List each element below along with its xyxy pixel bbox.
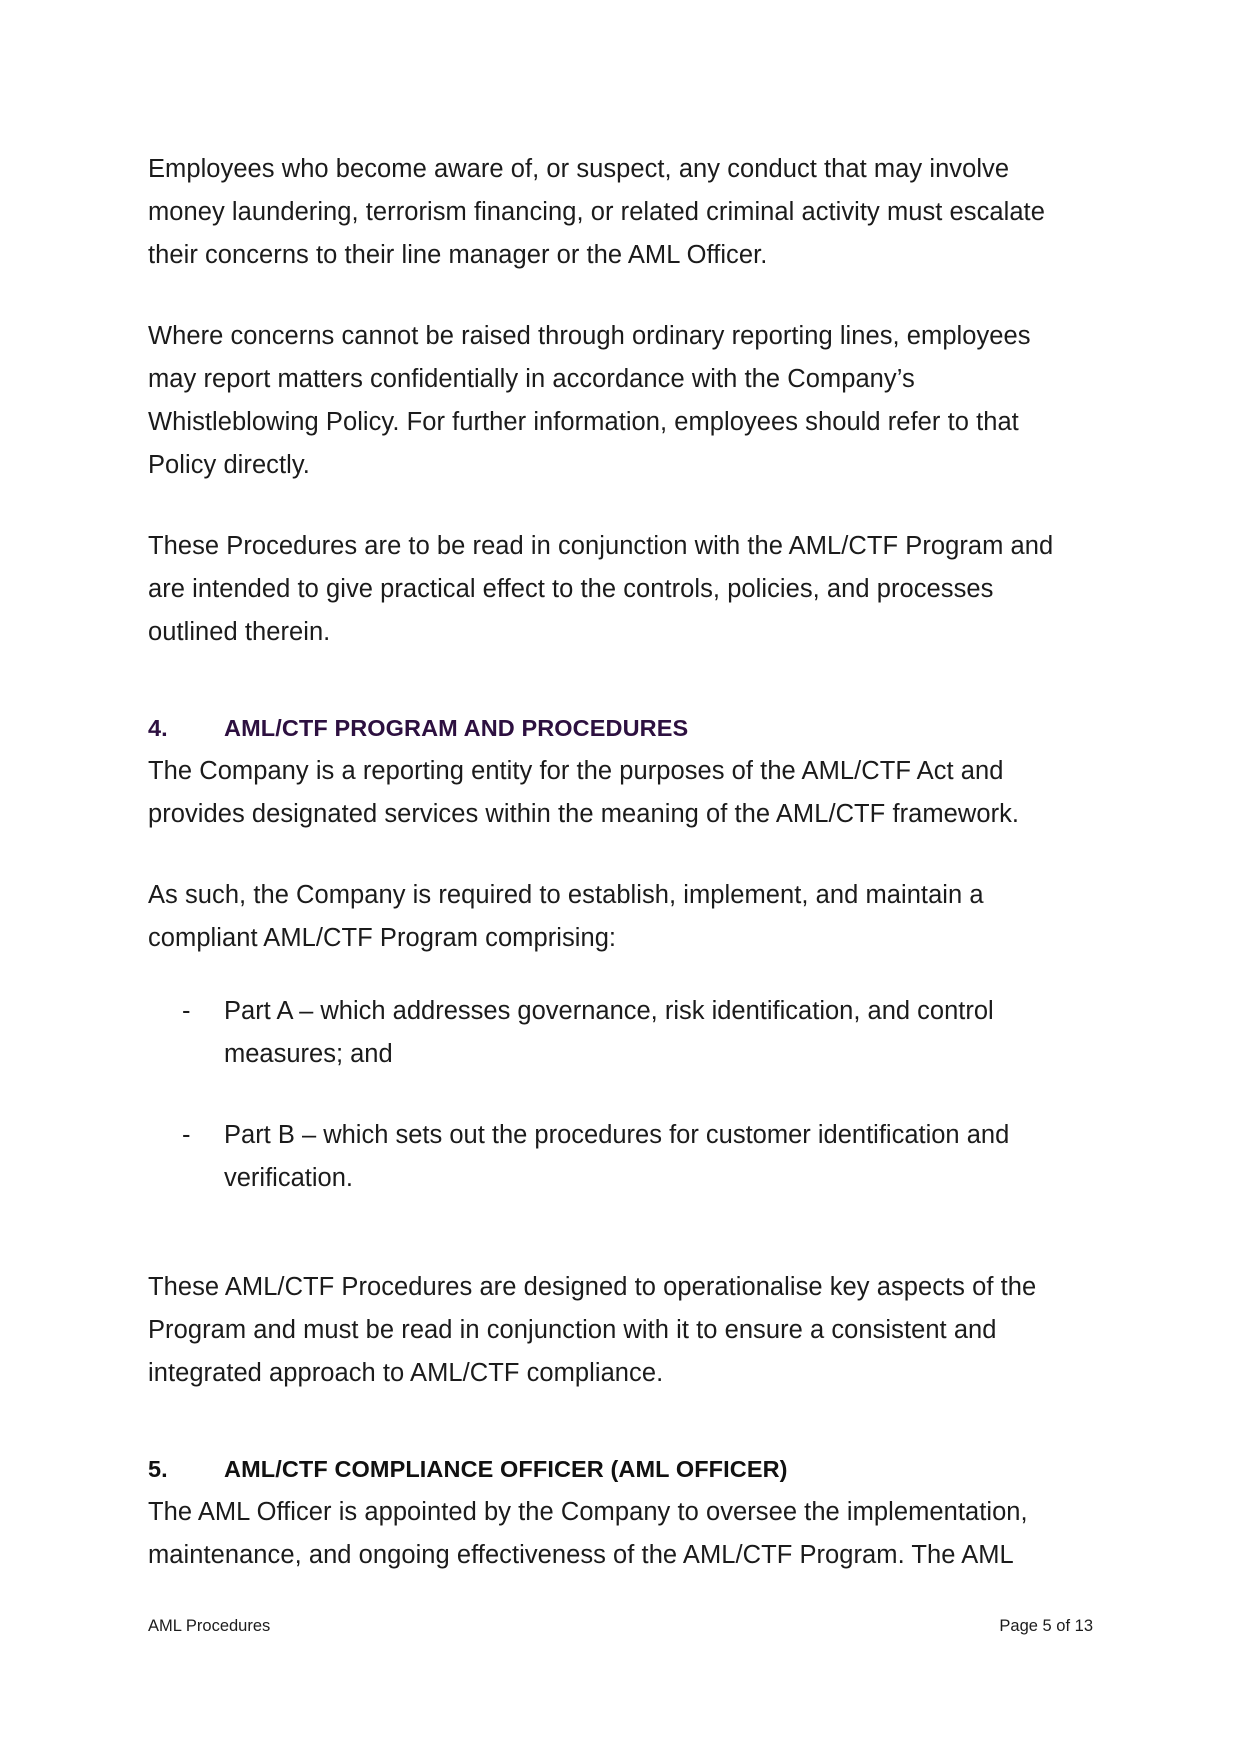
section-title-4: AML/CTF PROGRAM AND PROCEDURES xyxy=(224,715,689,741)
list-item xyxy=(148,990,1076,1076)
paragraph-reporting-entity: The Company is a reporting entity for the purposes of the AML/CTF Act and provides designated services within the meaning of the AML/CTF framework. xyxy=(148,757,1020,828)
footer-document-title: AML Procedures xyxy=(148,1617,271,1635)
footer-page-number: Page 5 of 13 xyxy=(999,1617,1093,1635)
list-spacer xyxy=(148,960,1076,990)
section-number-5: 5. xyxy=(148,1456,168,1482)
paragraph-aml-officer: The AML Officer is appointed by the Company to oversee the implementation, maintenance, and ongoing effectiveness of the AML/CTF Program. The AML xyxy=(148,1498,1028,1569)
program-parts-list xyxy=(148,990,1076,1200)
section-heading-5 xyxy=(148,1449,1076,1489)
heading-spacer-5 xyxy=(148,1433,1076,1449)
list-item-label: Part A – which addresses governance, risk identification, and control measures; and xyxy=(224,997,994,1068)
dash-bullet-icon: - xyxy=(182,997,191,1025)
section-title-5: AML/CTF COMPLIANCE OFFICER (AML OFFICER) xyxy=(224,1456,788,1482)
paragraph-operationalise: These AML/CTF Procedures are designed to operationalise key aspects of the Program and must be read in conjunction with it to ensure a consistent and integrated approach to AML/CTF compliance. xyxy=(148,1273,1037,1387)
page-content xyxy=(148,148,1076,1615)
paragraph-whistleblowing: Where concerns cannot be raised through ordinary reporting lines, employees may report matters confidentially in accordance with the Company’s Whistleblowing Policy. For further information, employees should refer to that Policy directly. xyxy=(148,322,1031,479)
section-heading-4 xyxy=(148,708,1076,748)
page-footer xyxy=(148,1615,1093,1637)
paragraph-program-comprising: As such, the Company is required to establish, implement, and maintain a compliant AML/CTF Program comprising: xyxy=(148,881,984,952)
dash-bullet-icon: - xyxy=(182,1121,191,1149)
paragraph-read-in-conjunction: These Procedures are to be read in conjunction with the AML/CTF Program and are intended to give practical effect to the controls, policies, and processes outlined therein. xyxy=(148,532,1054,646)
post-list-spacer xyxy=(148,1236,1076,1266)
paragraph-escalation: Employees who become aware of, or suspect, any conduct that may involve money laundering, terrorism financing, or related criminal activity must escalate their concerns to their line manager or the AML Officer. xyxy=(148,155,1045,269)
heading-spacer-4 xyxy=(148,692,1076,708)
section-number-4: 4. xyxy=(148,715,168,741)
list-item xyxy=(148,1114,1076,1200)
list-item-label: Part B – which sets out the procedures for customer identification and verification. xyxy=(224,1121,1010,1192)
